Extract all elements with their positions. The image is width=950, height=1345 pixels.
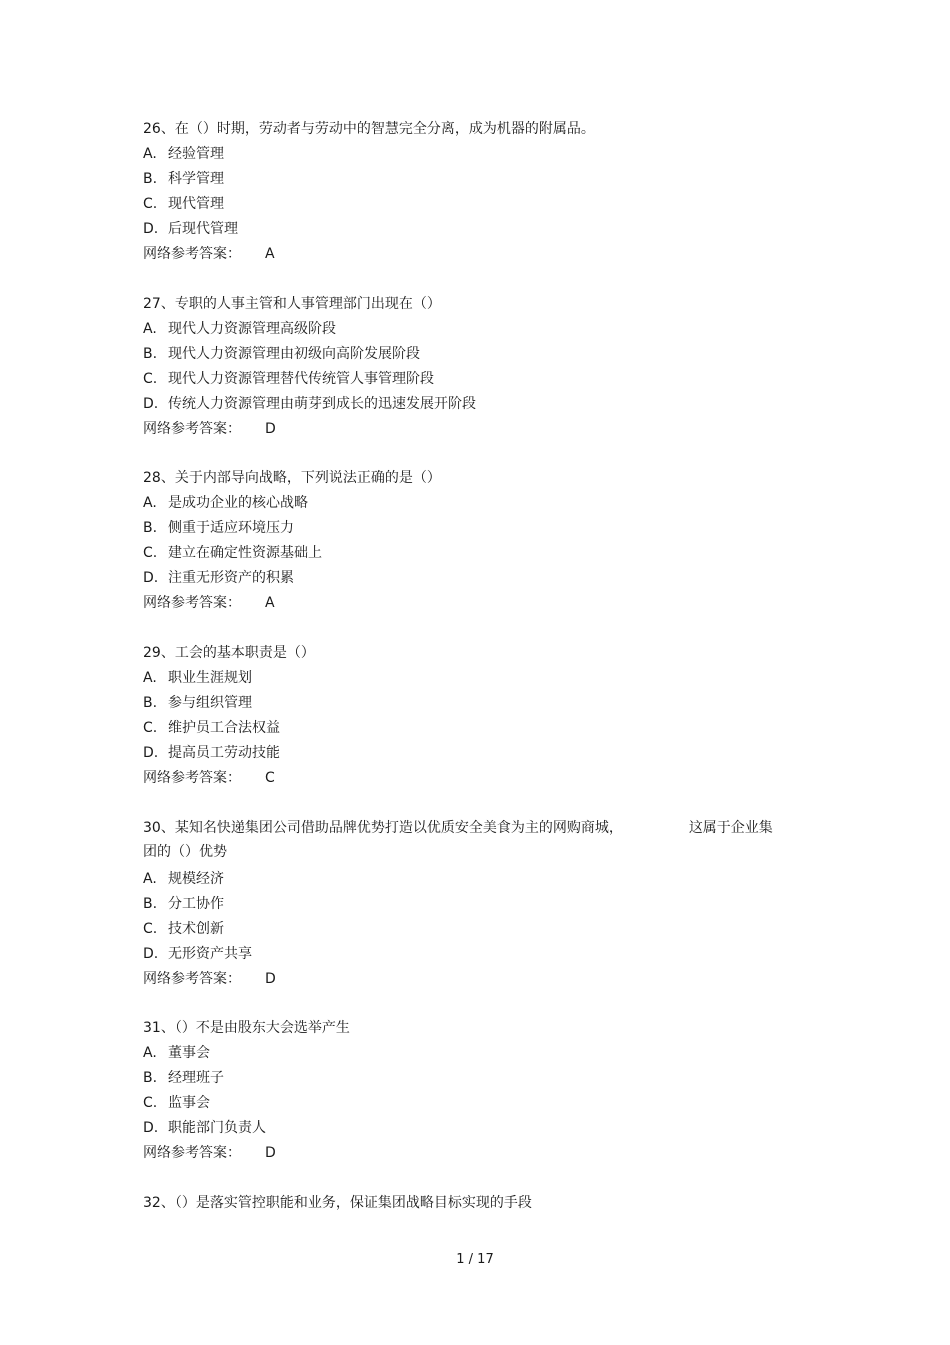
question-stem: 29、工会的基本职责是（） [143, 645, 315, 661]
answer-value: A [265, 246, 275, 262]
answer-value: D [265, 421, 276, 437]
page-number: 1 / 17 [456, 1252, 494, 1267]
option-d: D. 后现代管理 [143, 221, 238, 237]
answer-line: 网络参考答案： D [143, 421, 276, 437]
option-d: D. 提高员工劳动技能 [143, 745, 280, 761]
question-stem: 28、关于内部导向战略，下列说法正确的是（） [143, 470, 441, 486]
question-stem: 26、在（）时期，劳动者与劳动中的智慧完全分离，成为机器的附属品。 [143, 121, 595, 137]
question-stem: 30、某知名快递集团公司借助品牌优势打造以优质安全美食为主的网购商城， 这属于企业集 [143, 820, 773, 836]
option-d: D. 传统人力资源管理由萌芽到成长的迅速发展开阶段 [143, 396, 476, 412]
option-c: C. 现代管理 [143, 196, 224, 212]
question-stem: 32、（）是落实管控职能和业务，保证集团战略目标实现的手段 [143, 1195, 532, 1211]
option-a: A. 规模经济 [143, 871, 224, 887]
question-28 [143, 466, 823, 616]
option-a: A. 现代人力资源管理高级阶段 [143, 321, 336, 337]
answer-line: 网络参考答案： C [143, 770, 275, 786]
option-b: B. 科学管理 [143, 171, 224, 187]
option-c: C. 监事会 [143, 1095, 210, 1111]
option-b: B. 参与组织管理 [143, 695, 252, 711]
option-c: C. 建立在确定性资源基础上 [143, 545, 322, 561]
answer-line: 网络参考答案： D [143, 971, 276, 987]
answer-line: 网络参考答案： A [143, 595, 275, 611]
option-c: C. 维护员工合法权益 [143, 720, 280, 736]
question-27 [143, 292, 823, 442]
option-a: A. 董事会 [143, 1045, 210, 1061]
question-stem: 31、（）不是由股东大会选举产生 [143, 1020, 350, 1036]
question-stem: 27、专职的人事主管和人事管理部门出现在（） [143, 296, 441, 312]
question-31 [143, 1016, 823, 1166]
option-c: C. 现代人力资源管理替代传统管人事管理阶段 [143, 371, 434, 387]
option-d: D. 职能部门负责人 [143, 1120, 266, 1136]
option-b: B. 经理班子 [143, 1070, 224, 1086]
option-a: A. 经验管理 [143, 146, 224, 162]
answer-value: D [265, 971, 276, 987]
option-a: A. 是成功企业的核心战略 [143, 495, 308, 511]
option-a: A. 职业生涯规划 [143, 670, 252, 686]
answer-value: D [265, 1145, 276, 1161]
option-b: B. 侧重于适应环境压力 [143, 520, 294, 536]
option-d: D. 注重无形资产的积累 [143, 570, 294, 586]
question-stem-continued: 团的（）优势 [143, 844, 227, 860]
option-b: B. 分工协作 [143, 896, 224, 912]
answer-value: A [265, 595, 275, 611]
question-29 [143, 641, 823, 791]
option-c: C. 技术创新 [143, 921, 224, 937]
answer-value: C [265, 770, 275, 786]
option-d: D. 无形资产共享 [143, 946, 252, 962]
answer-line: 网络参考答案： D [143, 1145, 276, 1161]
answer-line: 网络参考答案： A [143, 246, 275, 262]
question-32 [143, 1191, 823, 1216]
option-b: B. 现代人力资源管理由初级向高阶发展阶段 [143, 346, 420, 362]
question-30 [143, 816, 823, 992]
question-26 [143, 117, 823, 267]
